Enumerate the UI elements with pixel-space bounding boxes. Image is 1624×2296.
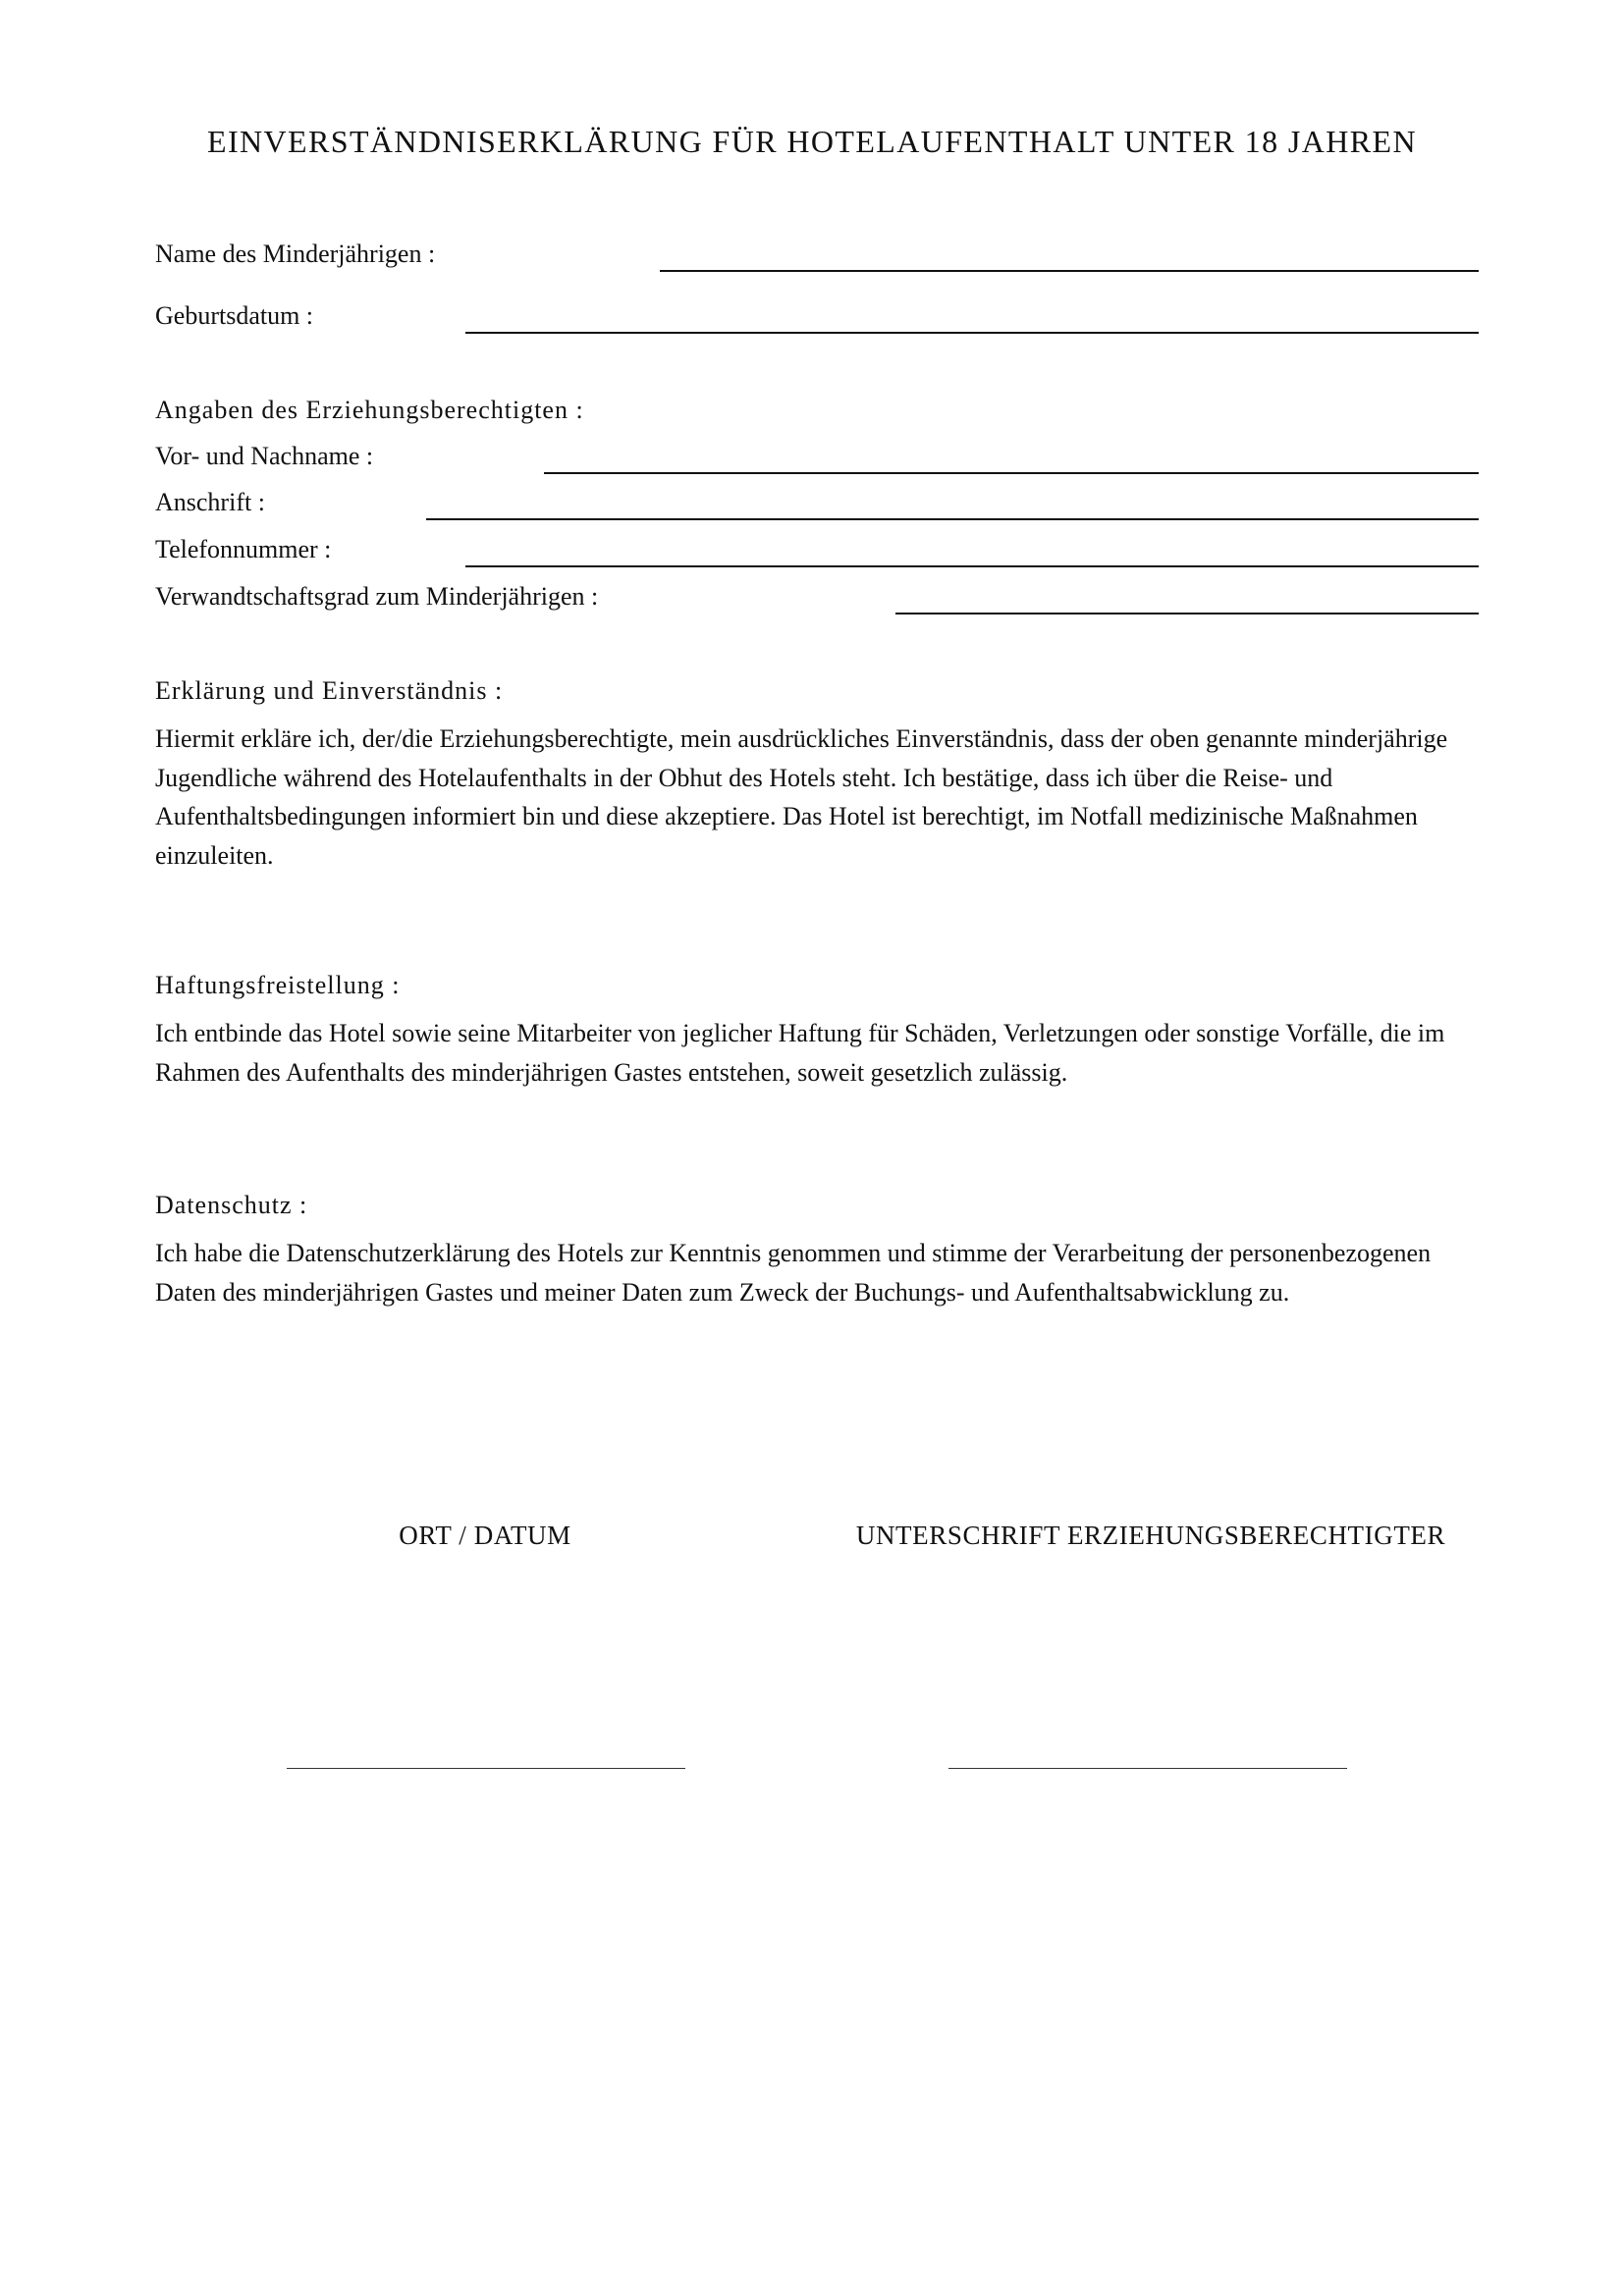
birthdate-field[interactable] xyxy=(465,332,1479,334)
liability-heading: Haftungsfreistellung : xyxy=(155,971,401,999)
guardian-relationship-field[interactable] xyxy=(895,613,1479,614)
consent-text: Hiermit erkläre ich, der/die Erziehungsberechtigte, mein ausdrückliches Einverständnis, dass der oben genannte minderjährige Jugendliche während des Hotelaufenthalts in der Obhut des Hotels steht. Ich bestätige, dass ich über die Reise- und Aufenthaltsbedingungen informiert bin und diese akzeptiere. Das Hotel ist berechtigt, im Notfall medizinische Maßnahmen einzuleiten. xyxy=(155,724,1448,870)
minor-name-field[interactable] xyxy=(660,270,1479,272)
guardian-phone-field[interactable] xyxy=(465,565,1479,567)
minor-name-label: Name des Minderjährigen : xyxy=(155,240,436,268)
liability-text: Ich entbinde das Hotel sowie seine Mitarbeiter von jeglicher Haftung für Schäden, Verletzungen oder sonstige Vorfälle, die im Rahmen des Aufenthalts des minderjährigen Gastes entstehen, soweit gesetzlich zulässig. xyxy=(155,1019,1445,1087)
guardian-phone-label: Telefonnummer : xyxy=(155,535,332,563)
privacy-text: Ich habe die Datenschutzerklärung des Hotels zur Kenntnis genommen und stimme der Verarbeitung der personenbezogenen Daten des minderjährigen Gastes und meiner Daten zum Zweck der Buchungs- und Aufenthaltsabwicklung zu. xyxy=(155,1239,1432,1307)
guardian-fullname-label: Vor- und Nachname : xyxy=(155,442,374,470)
place-date-field[interactable] xyxy=(287,1768,685,1769)
birthdate-label: Geburtsdatum : xyxy=(155,301,314,330)
privacy-heading: Datenschutz : xyxy=(155,1191,308,1219)
guardian-relationship-label: Verwandtschaftsgrad zum Minderjährigen : xyxy=(155,582,599,611)
guardian-address-field[interactable] xyxy=(426,518,1479,520)
consent-heading: Erklärung und Einverständnis : xyxy=(155,676,504,705)
guardian-address-label: Anschrift : xyxy=(155,488,265,516)
guardian-heading: Angaben des Erziehungsberechtigten : xyxy=(155,396,584,424)
document-title: EINVERSTÄNDNISERKLÄRUNG FÜR HOTELAUFENTHALT UNTER 18 JAHREN xyxy=(207,124,1417,159)
guardian-signature-field[interactable] xyxy=(948,1768,1347,1769)
guardian-signature-label: UNTERSCHRIFT ERZIEHUNGSBERECHTIGTER xyxy=(855,1521,1446,1550)
guardian-fullname-field[interactable] xyxy=(544,472,1479,474)
place-date-label: ORT / DATUM xyxy=(399,1521,571,1550)
